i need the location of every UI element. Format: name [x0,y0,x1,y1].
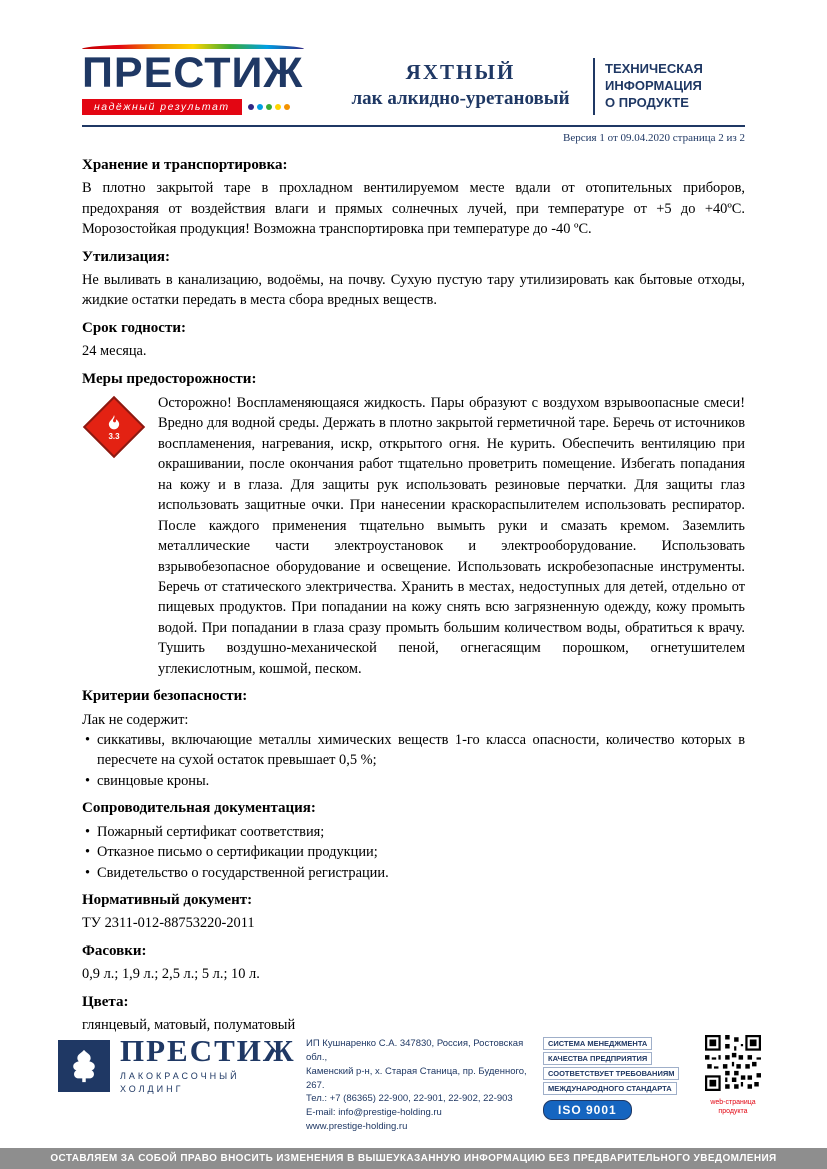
section-title-storage: Хранение и транспортировка: [82,157,288,173]
contact-address-line1: ИП Кушнаренко С.А. 347830, Россия, Ростовская обл., [306,1038,524,1064]
brand-logo-text: ПРЕСТИЖ [82,49,304,97]
section-title-normative: Нормативный документ: [82,892,253,909]
product-title-line1: ЯХТНЫЙ [405,60,516,84]
flammable-hazard-icon [83,396,145,458]
list-item: • сиккативы, включающие металлы химических веществ 1-го класса опасности, количество которых в пересчете на сухой остаток превышает 0,5 %; [82,730,745,771]
safety-intro: Лак не содержит: [82,711,189,728]
iso-text-line: КАЧЕСТВА ПРЕДПРИЯТИЯ [543,1052,652,1065]
product-title-line2: лак алкидно-уретановый [351,88,570,109]
contact-address-line2: Каменский р-н, х. Старая Станица, пр. Буденного, 267. [306,1065,527,1091]
documents-list [82,822,745,883]
section-title-precautions: Меры предосторожности: [82,370,257,387]
header-divider [82,125,745,127]
section-title-safety-criteria: Критерии безопасности: [82,688,248,705]
product-title [334,44,593,110]
utilization-text: Не выливать в канализацию, водоёмы, на почву. Сухую пустую тару утилизировать как бытовые отходы, жидкие остатки передать в места сбора вредных веществ. [82,271,745,309]
list-item: • Пожарный сертификат соответствия; [82,822,745,842]
hazard-class-number: 3.3 [108,431,120,441]
version-line: Версия 1 от 09.04.2020 страница 2 из 2 [563,132,745,144]
qr-code-block [697,1035,769,1116]
qr-caption: web-страница продукта [710,1099,756,1116]
brand-tagline: надёжный результат [82,99,242,115]
iso-text-line: МЕЖДУНАРОДНОГО СТАНДАРТА [543,1082,677,1095]
flame-icon [104,413,124,433]
list-item: • Отказное письмо о сертификации продукции; [82,842,745,862]
section-title-utilization: Утилизация: [82,248,171,265]
shelf-life-text: 24 месяца. [82,343,147,360]
normative-text: ТУ 2311-012-88753220-2011 [82,915,255,932]
footer-brand-subtitle: ЛАКОКРАСОЧНЫЙ ХОЛДИНГ [120,1071,240,1095]
header [0,0,827,144]
footer-brand-logo [58,1033,296,1096]
section-title-colors: Цвета: [82,993,129,1010]
contact-phone-line: Тел.: +7 (86365) 22-900, 22-901, 22-902, 22-903 [306,1093,513,1105]
contact-website-link[interactable]: www.prestige-holding.ru [306,1120,408,1132]
doc-type-label: ТЕХНИЧЕСКАЯ ИНФОРМАЦИЯ О ПРОДУКТЕ [593,58,745,115]
brand-logo [82,44,334,115]
iso-text-line: СИСТЕМА МЕНЕДЖМЕНТА [543,1037,652,1050]
document-body [0,144,827,1035]
list-item: • Свидетельство о государственной регистрации. [82,863,745,883]
section-title-packaging: Фасовки: [82,942,147,959]
section-title-shelf-life: Срок годности: [82,319,186,336]
precautions-text: Осторожно! Воспламеняющаяся жидкость. Пары образуют с воздухом взрывоопасные смеси! Вредно для водной среды. Держать в плотно закрытой герметичной таре. Беречь от источников воспламенения, нагревания, искр, открытого огня. Не курить. Обеспечить вентиляцию при окрашивании, после окончания работ тщательно проветрить помещение. Избегать попадания на кожу и в глаза. Для защиты рук использовать резиновые перчатки. Для защиты глаз использовать защитные очки. При нанесении краскораспылителем использовать респиратор. После каждого применения тщательно вымыть руки и смазать кремом. Заземлить металлические части электроустановок и электрооборудование. Использовать взрывобезопасное оборудование и освещение. Использовать искробезопасные инструменты. Беречь от статического электричества. Хранить в местах, недоступных для детей, отдельно от пищевых продуктов. При попадании на кожу снять всю загрязненную одежду, кожу промыть водой. При попадании в глаза сразу промыть большим количеством воды, обратиться к врачу. Тушить воздушно-механической пеной, огнегасящим порошком, огнетушителем углекислотным, кошмой, песком. [158,394,745,677]
section-title-documents: Сопроводительная документация: [82,800,316,817]
iso-certification-block [543,1035,681,1120]
footer [0,1035,827,1147]
footer-brand-name: ПРЕСТИЖ [120,1033,296,1069]
list-item: • свинцовые кроны. [82,771,745,791]
qr-code-icon [705,1035,761,1091]
storage-text: В плотно закрытой таре в прохладном вентилируемом месте вдали от отопительных приборов, предохраняя от воздействия влаги и прямых солнечных лучей, при температуре от +5 до +40ºС. Морозостойкая продукция! Возможна транспортировка при температуре до -40 ºС. [82,180,745,238]
packaging-text: 0,9 л.; 1,9 л.; 2,5 л.; 5 л.; 10 л. [82,966,260,983]
contact-info [306,1035,527,1133]
logo-dots-decoration [248,104,290,110]
contact-email-link[interactable]: E-mail: info@prestige-holding.ru [306,1107,442,1119]
iso-9001-badge: ISO 9001 [543,1100,632,1120]
iso-text-line: СООТВЕТСТВУЕТ ТРЕБОВАНИЯМ [543,1067,679,1080]
tree-logo-icon [58,1040,110,1092]
colors-text: глянцевый, матовый, полуматовый [82,1016,296,1033]
safety-criteria-list [82,730,745,791]
disclaimer-bar: ОСТАВЛЯЕМ ЗА СОБОЙ ПРАВО ВНОСИТЬ ИЗМЕНЕНИЯ В ВЫШЕУКАЗАННУЮ ИНФОРМАЦИЮ БЕЗ ПРЕДВАРИТЕЛЬНОГО УВЕДОМЛЕНИЯ [0,1148,827,1169]
